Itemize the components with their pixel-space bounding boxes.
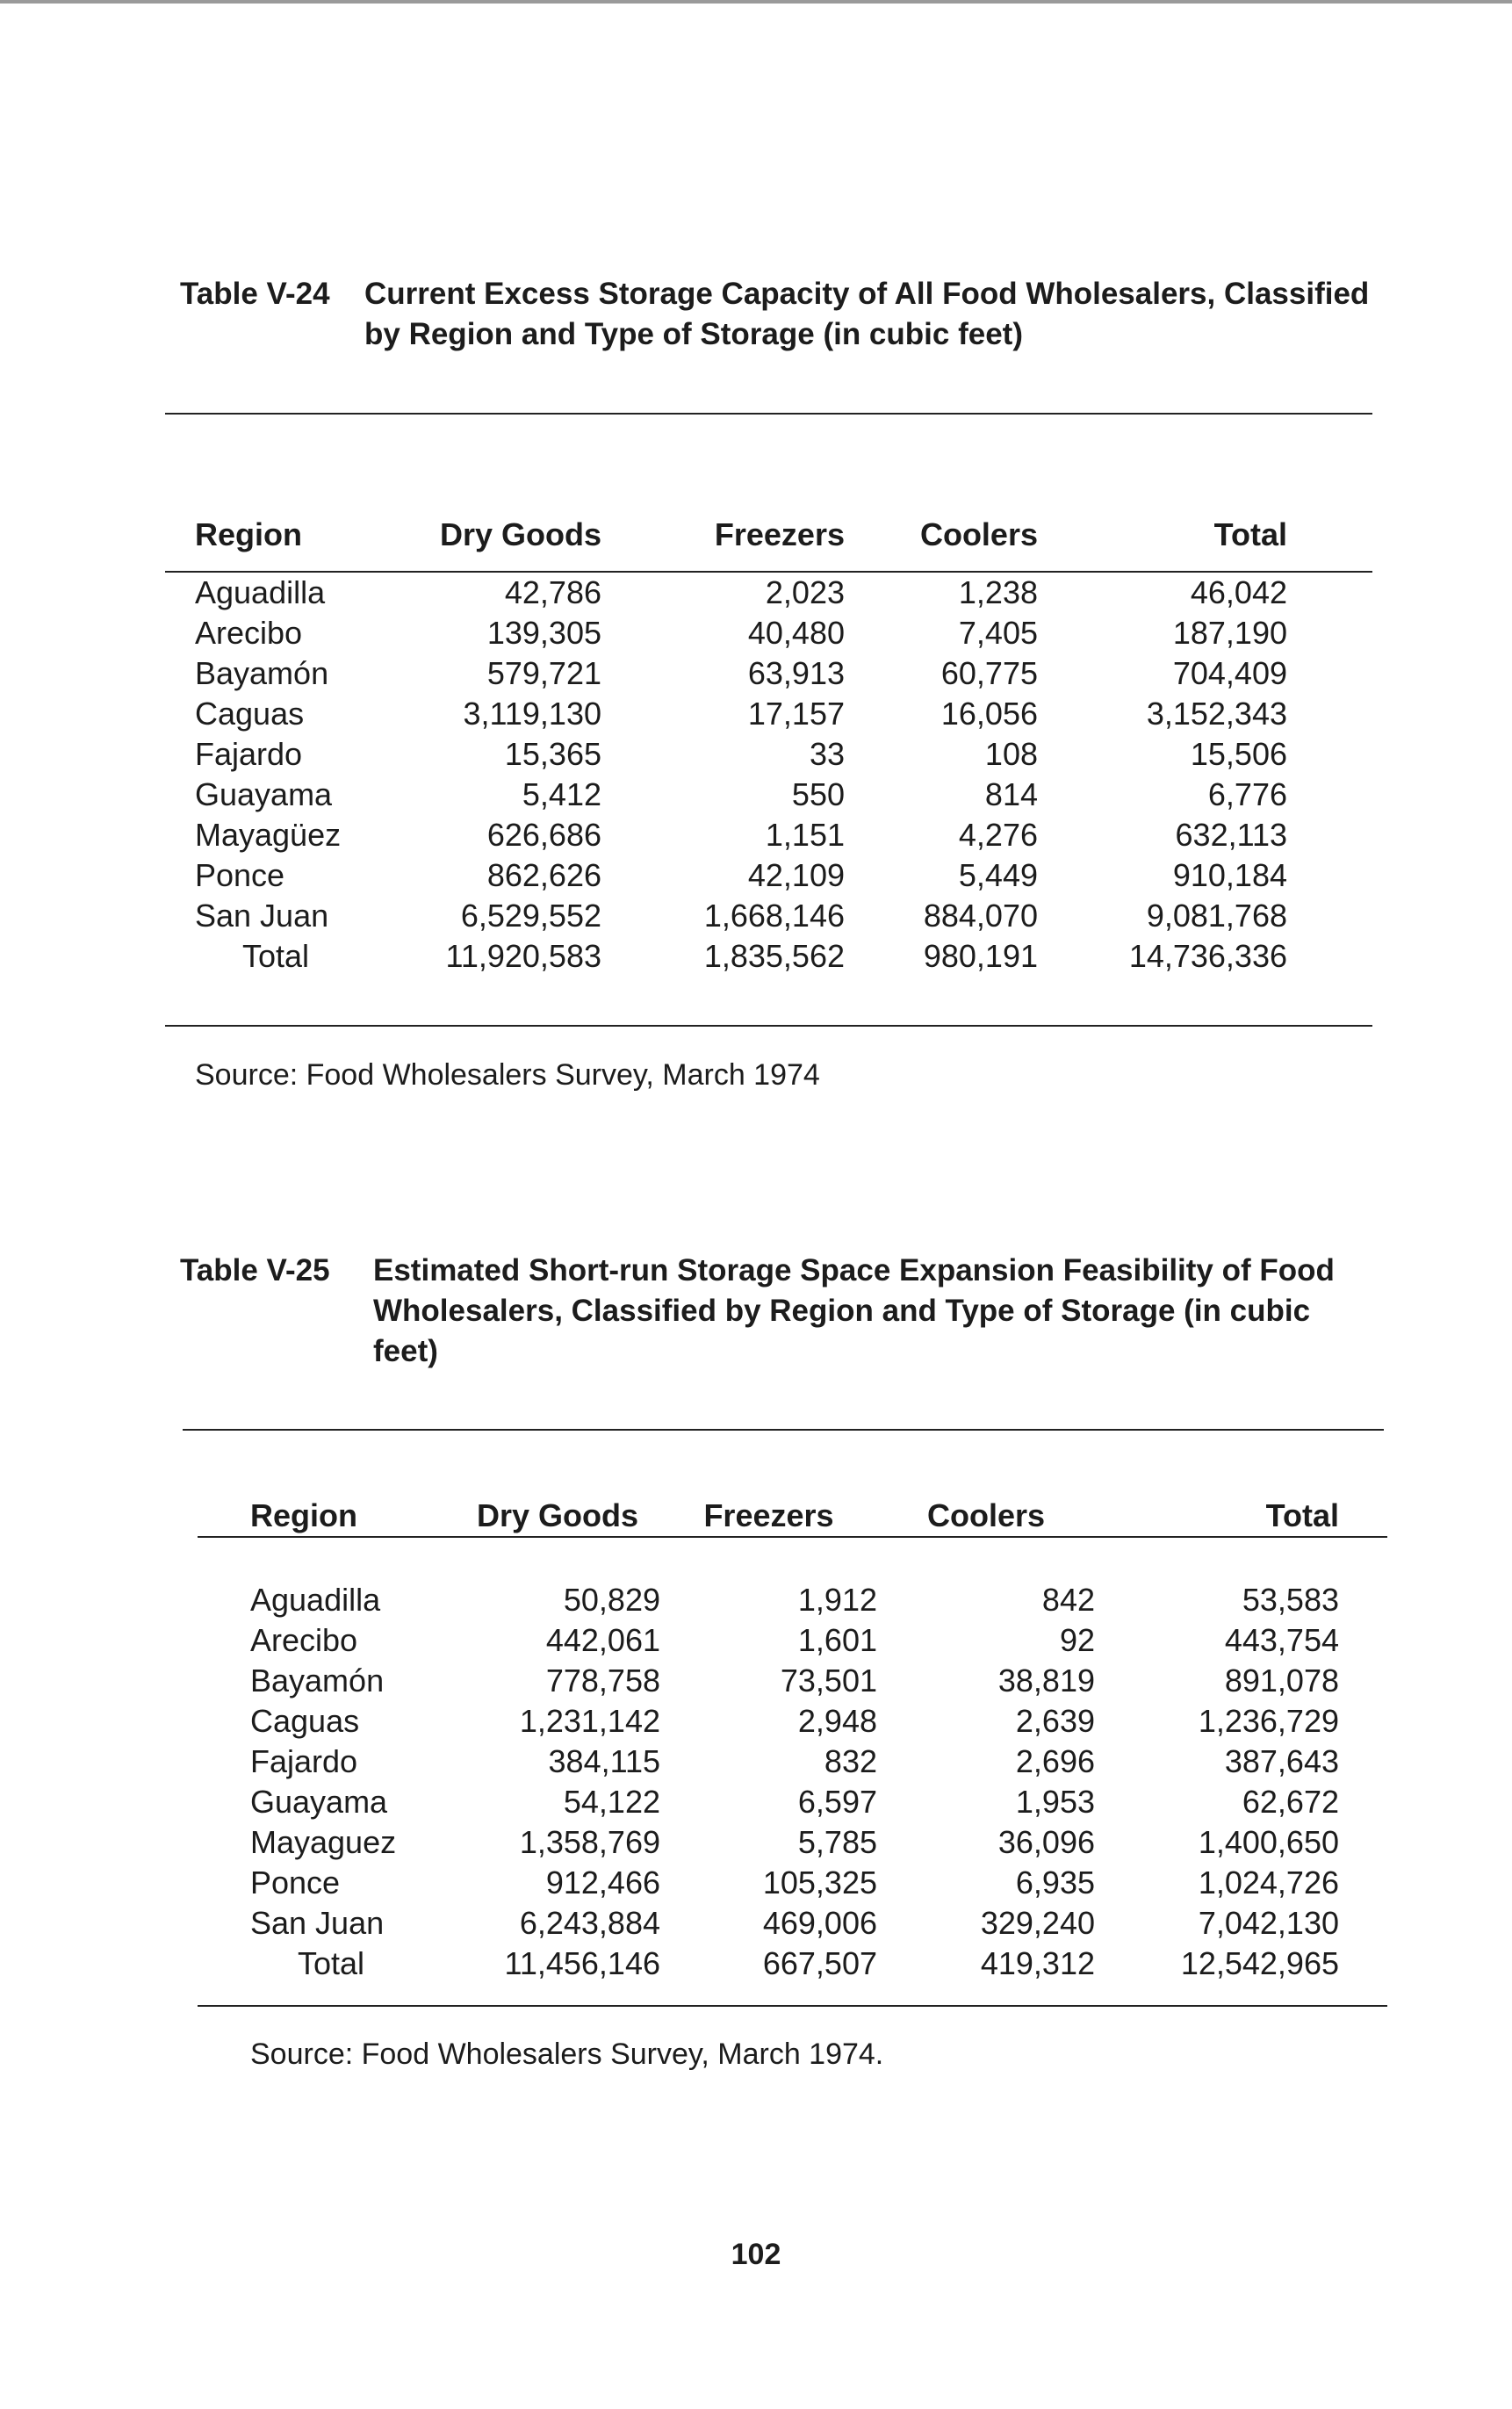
table1-header-row: [195, 509, 1287, 553]
table1-cell-dry-goods: 6,529,552: [460, 898, 601, 934]
table1-cell-freezers: 40,480: [747, 615, 845, 651]
table2-cell-region: Arecibo: [250, 1622, 358, 1658]
table-row: [195, 815, 1287, 855]
table-row: [195, 734, 1287, 775]
table2-cell-region: Aguadilla: [250, 1582, 381, 1618]
table1-cell-dry-goods: 15,365: [504, 736, 601, 772]
table2-cell-freezers: 105,325: [762, 1864, 877, 1901]
table-row: [250, 1620, 1339, 1661]
table2-cell-dry-goods: 50,829: [563, 1582, 660, 1618]
table1-cell-coolers: 1,238: [958, 574, 1038, 610]
table1-cell-region: Bayamón: [195, 655, 329, 691]
table1-cell-total: 632,113: [1175, 817, 1287, 853]
page-number: 102: [731, 2238, 781, 2271]
table2-cell-total: 1,400,650: [1198, 1824, 1339, 1860]
table2-cell-dry-goods: 1,358,769: [519, 1824, 660, 1860]
table2-cell-dry-goods: 6,243,884: [519, 1905, 660, 1941]
table2-cell-dry-goods: 384,115: [548, 1743, 660, 1779]
table1-header-rule: [165, 571, 1372, 573]
table1-title: Current Excess Storage Capacity of All Food Wholesalers, Classified by Region and Type of Storage (in cubic feet): [364, 277, 1370, 351]
table2-cell-freezers: 5,785: [797, 1824, 877, 1860]
table1-cell-coolers: 814: [984, 776, 1038, 812]
table1-cell-coolers: 16,056: [940, 696, 1038, 732]
table2-cell-dry-goods: 912,466: [545, 1864, 660, 1901]
table1-total-dry-goods: 11,920,583: [445, 938, 601, 974]
table2-total-freezers: 667,507: [762, 1945, 877, 1981]
table2-cell-coolers: 842: [1041, 1582, 1095, 1618]
table2-spacer-cell: [250, 1534, 1339, 1580]
table-row: [250, 1903, 1339, 1944]
table2-cell-freezers: 1,601: [797, 1622, 877, 1658]
table2-cell-dry-goods: 778,758: [545, 1662, 660, 1699]
table1-cell-total: 6,776: [1207, 776, 1287, 812]
table2-cell-dry-goods: 54,122: [563, 1784, 660, 1820]
table2-cell-total: 53,583: [1242, 1582, 1339, 1618]
table-row: [250, 1822, 1339, 1863]
table2-cell-coolers: 2,696: [1015, 1743, 1095, 1779]
table1-total-region: Total: [242, 938, 310, 974]
table-row: [195, 896, 1287, 936]
table2-total-region: Total: [298, 1945, 365, 1981]
table-row: [195, 855, 1287, 896]
table2-cell-coolers: 38,819: [997, 1662, 1095, 1699]
table2-title: Estimated Short-run Storage Space Expansion Feasibility of Food Wholesalers, Classified by Region and Type of Storage (in cubic feet): [373, 1253, 1335, 1368]
table1-cell-total: 704,409: [1172, 655, 1287, 691]
table1-cell-total: 46,042: [1190, 574, 1287, 610]
table1-cell-freezers: 42,109: [747, 857, 845, 893]
table1-cell-dry-goods: 862,626: [486, 857, 601, 893]
table1-cell-coolers: 7,405: [958, 615, 1038, 651]
table2-header-freezers: Freezers: [703, 1497, 834, 1533]
table2-total-row: [250, 1944, 1339, 1984]
table-row: [195, 694, 1287, 734]
table1-cell-dry-goods: 42,786: [504, 574, 601, 610]
table1-bottom-rule: [165, 1025, 1372, 1027]
table2-cell-coolers: 2,639: [1015, 1703, 1095, 1739]
table1-cell-freezers: 2,023: [765, 574, 845, 610]
table1-cell-total: 187,190: [1172, 615, 1287, 651]
table1-cell-freezers: 63,913: [747, 655, 845, 691]
table2-cell-coolers: 92: [1059, 1622, 1095, 1658]
table1-cell-dry-goods: 139,305: [486, 615, 601, 651]
table1-cell-region: Mayagüez: [195, 817, 342, 853]
table2-cell-total: 891,078: [1224, 1662, 1339, 1699]
table2-cell-total: 443,754: [1224, 1622, 1339, 1658]
table2-cell-region: Guayama: [250, 1784, 388, 1820]
table1-cell-dry-goods: 626,686: [486, 817, 601, 853]
table1-cell-region: Ponce: [195, 857, 285, 893]
table2-cell-coolers: 329,240: [980, 1905, 1095, 1941]
table2-header-dry-goods: Dry Goods: [476, 1497, 639, 1533]
table-row: [250, 1742, 1339, 1782]
table-row: [195, 653, 1287, 694]
table2-cell-region: Caguas: [250, 1703, 360, 1739]
table2-cell-dry-goods: 1,231,142: [519, 1703, 660, 1739]
table1-total-total: 14,736,336: [1128, 938, 1287, 974]
table1-spacer-row: [195, 553, 1287, 573]
table2-cell-freezers: 2,948: [797, 1703, 877, 1739]
table2-total-total: 12,542,965: [1180, 1945, 1339, 1981]
table1-cell-freezers: 17,157: [747, 696, 845, 732]
table-row: [250, 1661, 1339, 1701]
table1-cell-coolers: 4,276: [958, 817, 1038, 853]
table2-cell-dry-goods: 442,061: [545, 1622, 660, 1658]
table2-bottom-rule: [198, 2005, 1387, 2007]
table-row: [250, 1863, 1339, 1903]
table2-cell-total: 1,236,729: [1198, 1703, 1339, 1739]
table2-header-total: Total: [1265, 1497, 1339, 1533]
table1-cell-coolers: 884,070: [923, 898, 1038, 934]
table-row: [195, 573, 1287, 613]
table1-spacer-cell: [195, 553, 1287, 573]
table-row: [195, 775, 1287, 815]
table1-cell-region: Aguadilla: [195, 574, 326, 610]
table2-header-row: [250, 1490, 1339, 1534]
table1-cell-region: Fajardo: [195, 736, 303, 772]
table1-total-freezers: 1,835,562: [703, 938, 845, 974]
table1-cell-coolers: 60,775: [940, 655, 1038, 691]
table2-cell-freezers: 469,006: [762, 1905, 877, 1941]
table1-source: Source: Food Wholesalers Survey, March 1974: [195, 1058, 820, 1092]
table1-total-coolers: 980,191: [923, 938, 1038, 974]
table1-top-rule: [165, 413, 1372, 415]
table2-cell-coolers: 6,935: [1015, 1864, 1095, 1901]
table2-total-coolers: 419,312: [980, 1945, 1095, 1981]
table1-cell-region: Guayama: [195, 776, 333, 812]
table1-number: Table V-24: [180, 277, 330, 311]
table2: [250, 1490, 1339, 1984]
table2-cell-total: 62,672: [1242, 1784, 1339, 1820]
table-row: [250, 1701, 1339, 1742]
table1-cell-region: San Juan: [195, 898, 329, 934]
table1-cell-total: 3,152,343: [1146, 696, 1287, 732]
table1-total-row: [195, 936, 1287, 977]
table1-header-dry-goods: Dry Goods: [439, 516, 601, 552]
table-row: [195, 613, 1287, 653]
table2-number: Table V-25: [180, 1253, 330, 1287]
table2-cell-region: Mayaguez: [250, 1824, 397, 1860]
table1-cell-total: 15,506: [1190, 736, 1287, 772]
table2-spacer-row: [250, 1534, 1339, 1580]
table1-cell-region: Arecibo: [195, 615, 303, 651]
table2-source: Source: Food Wholesalers Survey, March 1974.: [250, 2038, 884, 2071]
table1-header-coolers: Coolers: [919, 516, 1038, 552]
table-row: [250, 1782, 1339, 1822]
table2-cell-region: Fajardo: [250, 1743, 358, 1779]
table2-cell-region: Ponce: [250, 1864, 341, 1901]
table2-top-rule: [183, 1429, 1384, 1431]
table2-cell-coolers: 1,953: [1015, 1784, 1095, 1820]
table2-header-coolers: Coolers: [926, 1497, 1046, 1533]
table1-cell-dry-goods: 5,412: [522, 776, 601, 812]
table2-cell-region: Bayamón: [250, 1662, 385, 1699]
table1-header-total: Total: [1213, 516, 1287, 552]
table1-cell-total: 9,081,768: [1146, 898, 1287, 934]
table1-cell-total: 910,184: [1172, 857, 1287, 893]
table2-cell-total: 387,643: [1224, 1743, 1339, 1779]
table1-cell-coolers: 5,449: [958, 857, 1038, 893]
table1-cell-freezers: 1,668,146: [703, 898, 845, 934]
table1-cell-region: Caguas: [195, 696, 305, 732]
table2-cell-freezers: 1,912: [797, 1582, 877, 1618]
table1-cell-dry-goods: 579,721: [486, 655, 601, 691]
table2-cell-freezers: 6,597: [797, 1784, 877, 1820]
table2-cell-total: 7,042,130: [1198, 1905, 1339, 1941]
table1-cell-dry-goods: 3,119,130: [463, 696, 601, 732]
table2-cell-coolers: 36,096: [997, 1824, 1095, 1860]
table2-header-rule: [198, 1536, 1387, 1538]
table2-cell-freezers: 832: [824, 1743, 877, 1779]
table1-cell-freezers: 1,151: [765, 817, 845, 853]
table1-cell-coolers: 108: [984, 736, 1038, 772]
table2-cell-region: San Juan: [250, 1905, 385, 1941]
table1-header-region: Region: [195, 516, 302, 552]
table1-header-freezers: Freezers: [714, 516, 845, 552]
table1: [195, 509, 1287, 977]
table2-total-dry-goods: 11,456,146: [504, 1945, 660, 1981]
table-row: [250, 1580, 1339, 1620]
table2-header-region: Region: [250, 1497, 357, 1533]
page-top-edge: [0, 0, 1512, 4]
table1-cell-freezers: 33: [809, 736, 845, 772]
table1-cell-freezers: 550: [791, 776, 845, 812]
table2-cell-freezers: 73,501: [780, 1662, 877, 1699]
table2-cell-total: 1,024,726: [1198, 1864, 1339, 1901]
